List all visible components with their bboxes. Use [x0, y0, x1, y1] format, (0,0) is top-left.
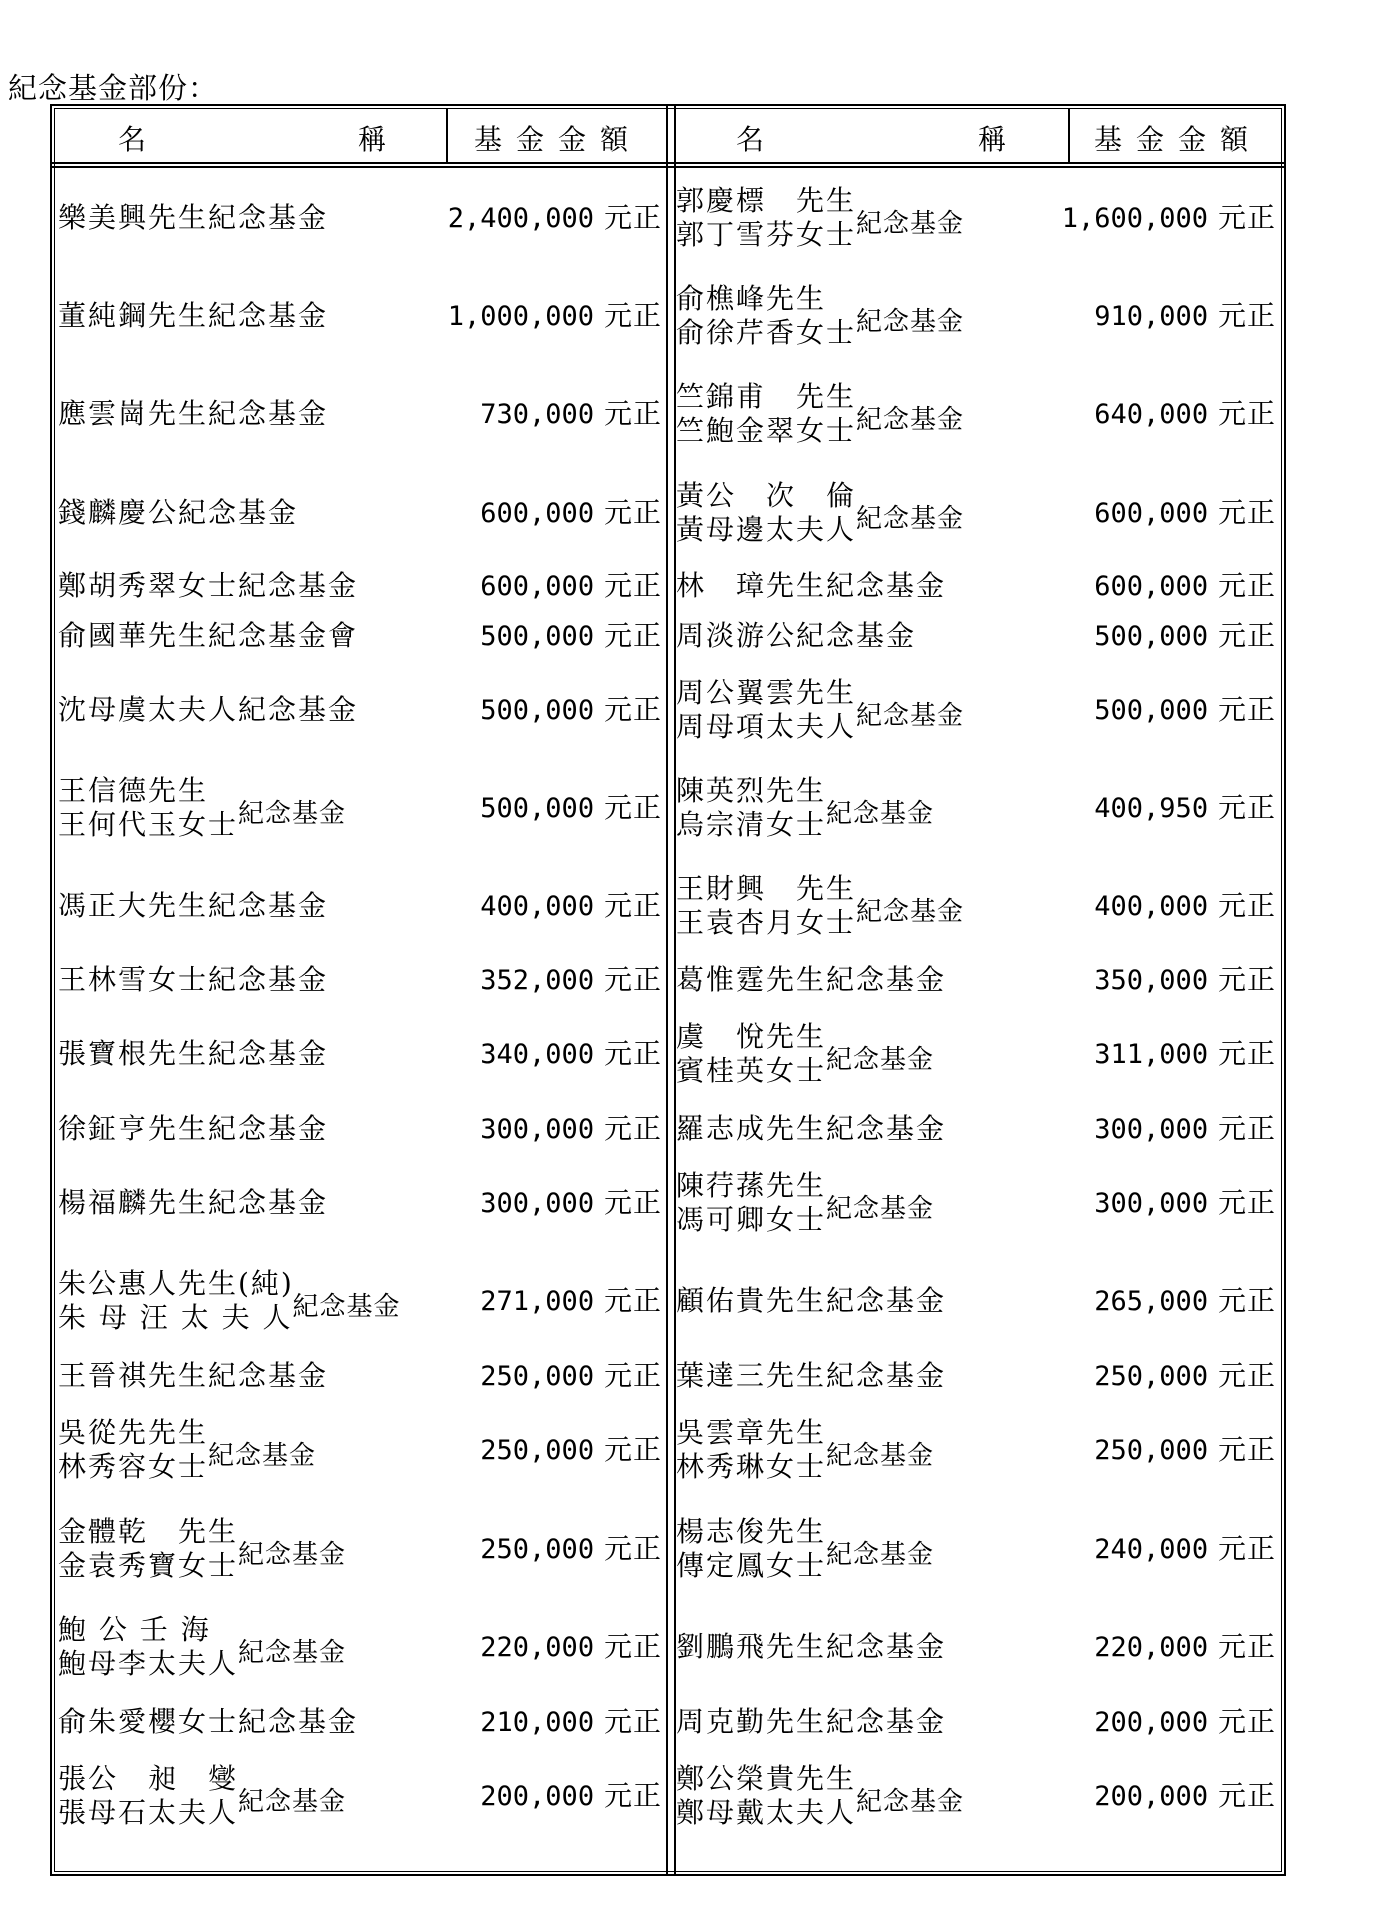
fund-name-right [676, 1705, 946, 1739]
fund-suffix: 紀念基金 [238, 569, 359, 602]
currency-suffix: 元正 [603, 1630, 662, 1663]
fund-name-right [676, 380, 964, 449]
fund-name-line: 王信德先生 [58, 774, 209, 807]
fund-name-line: 馮可卿女士紀念基金 [676, 1194, 935, 1236]
fund-name-line: 徐鉦亨先生紀念基金 [58, 1112, 329, 1145]
currency-suffix: 元正 [603, 963, 662, 996]
fund-amount-left [480, 1625, 662, 1665]
currency-suffix: 元正 [1217, 1359, 1276, 1392]
fund-name-line: 王林雪女士紀念基金 [58, 963, 329, 996]
fund-amount-right [1094, 1700, 1276, 1740]
fund-suffix: 紀念基金 [208, 963, 329, 996]
fund-name-right [676, 1416, 934, 1485]
fund-suffix: 紀念基金 [826, 1705, 947, 1738]
fund-name-line: 賓桂英女士紀念基金 [676, 1045, 935, 1087]
fund-suffix: 紀念基金 [292, 1292, 401, 1322]
currency-suffix: 元正 [603, 201, 662, 234]
fund-suffix: 紀念基金 [208, 1186, 329, 1219]
fund-name-line: 周淡游公紀念基金 [676, 619, 917, 652]
currency-suffix: 元正 [1217, 1532, 1276, 1565]
header-name-right-2: 稱 [978, 123, 1007, 156]
fund-suffix: 紀念基金 [826, 1630, 947, 1663]
fund-amount-left [480, 884, 662, 924]
fund-name-left [58, 1112, 328, 1146]
fund-name-line: 鄭母戴太夫人紀念基金 [676, 1787, 965, 1829]
fund-amount-right [1094, 786, 1276, 826]
currency-suffix: 元正 [1217, 1037, 1276, 1070]
amount-value: 500,000 [480, 695, 595, 726]
header-separator-right [1068, 108, 1070, 164]
fund-name-right [676, 872, 964, 941]
fund-name-line: 樂美興先生紀念基金 [58, 201, 329, 234]
amount-value: 500,000 [1094, 621, 1209, 652]
fund-name-right [676, 1284, 946, 1318]
fund-name-line: 林秀容女士紀念基金 [58, 1441, 317, 1483]
fund-suffix: 紀念基金 [208, 1441, 317, 1471]
amount-value: 210,000 [480, 1707, 595, 1738]
currency-suffix: 元正 [603, 619, 662, 652]
fund-name-line: 朱 母 汪 太 夫 人紀念基金 [58, 1292, 401, 1334]
fund-name-line: 沈母虞太夫人紀念基金 [58, 693, 359, 726]
fund-name-line: 金袁秀寶女士紀念基金 [58, 1540, 347, 1582]
fund-name-line: 錢麟慶公紀念基金 [58, 496, 299, 529]
header-separator-left [446, 108, 448, 164]
header-amount-right: 基金金額 [1094, 123, 1263, 156]
fund-amount-right [1094, 1428, 1276, 1468]
fund-suffix: 紀念基金 [238, 1705, 359, 1738]
fund-name-left [58, 299, 328, 333]
fund-name-line: 羅志成先生紀念基金 [676, 1112, 947, 1145]
amount-value: 500,000 [1094, 695, 1209, 726]
currency-suffix: 元正 [603, 889, 662, 922]
fund-name-line: 王何代玉女士紀念基金 [58, 799, 347, 841]
fund-name-right [676, 184, 964, 253]
currency-suffix: 元正 [1217, 496, 1276, 529]
fund-amount-left [480, 1428, 662, 1468]
amount-value: 265,000 [1094, 1286, 1209, 1317]
amount-value: 240,000 [1094, 1534, 1209, 1565]
amount-value: 640,000 [1094, 399, 1209, 430]
amount-value: 200,000 [480, 1781, 595, 1812]
fund-name-line: 葛惟霆先生紀念基金 [676, 963, 947, 996]
currency-suffix: 元正 [1217, 569, 1276, 602]
fund-name-right [676, 619, 916, 653]
fund-name-line: 鮑母李太夫人紀念基金 [58, 1638, 347, 1680]
fund-suffix: 紀念基金 [826, 1194, 935, 1224]
fund-amount-right [1094, 1181, 1276, 1221]
fund-name-line: 烏宗清女士紀念基金 [676, 799, 935, 841]
fund-suffix: 紀念基金 [826, 1359, 947, 1392]
section-title: 紀念基金部份： [8, 71, 219, 105]
fund-name-right [676, 1169, 934, 1238]
fund-suffix: 紀念基金 [238, 693, 359, 726]
amount-value: 600,000 [1094, 571, 1209, 602]
fund-name-right [676, 1630, 946, 1664]
fund-name-left [58, 889, 328, 923]
fund-amount-left [480, 1700, 662, 1740]
fund-name-line: 竺錦甫 先生 [676, 380, 857, 413]
fund-name-line: 顧佑貴先生紀念基金 [676, 1284, 947, 1317]
amount-value: 300,000 [1094, 1114, 1209, 1145]
amount-value: 200,000 [1094, 1707, 1209, 1738]
fund-name-line: 俞朱愛櫻女士紀念基金 [58, 1705, 359, 1738]
fund-amount-right [1094, 1279, 1276, 1319]
fund-suffix: 紀念基金 [826, 1045, 935, 1075]
currency-suffix: 元正 [1217, 619, 1276, 652]
fund-name-line: 張母石太夫人紀念基金 [58, 1787, 347, 1829]
fund-name-left [58, 1267, 401, 1336]
fund-name-line: 陳荇蓀先生 [676, 1169, 827, 1202]
fund-suffix: 紀念基金 [856, 701, 965, 731]
currency-suffix: 元正 [603, 1359, 662, 1392]
fund-amount-right [1094, 491, 1276, 531]
fund-name-right [676, 1359, 946, 1393]
fund-name-right [676, 1762, 964, 1831]
currency-suffix: 元正 [603, 569, 662, 602]
fund-amount-left [448, 196, 662, 236]
fund-suffix: 紀念基金 [238, 1540, 347, 1570]
header-name-left-2: 稱 [358, 123, 387, 156]
fund-name-left [58, 1705, 358, 1739]
fund-amount-right [1094, 1774, 1276, 1814]
fund-suffix: 紀念基金 [856, 307, 965, 337]
amount-value: 311,000 [1094, 1039, 1209, 1070]
fund-name-line: 吳從先先生 [58, 1416, 209, 1449]
currency-suffix: 元正 [603, 1284, 662, 1317]
fund-name-line: 楊志俊先生 [676, 1515, 827, 1548]
fund-name-right [676, 1112, 946, 1146]
currency-suffix: 元正 [603, 1705, 662, 1738]
fund-suffix: 紀念基金 [208, 1359, 329, 1392]
amount-value: 600,000 [480, 571, 595, 602]
fund-amount-right [1094, 294, 1276, 334]
fund-name-left [58, 1613, 346, 1682]
currency-suffix: 元正 [603, 1779, 662, 1812]
header-amount-left: 基金金額 [474, 123, 643, 156]
amount-value: 400,000 [480, 891, 595, 922]
fund-name-right [676, 1020, 934, 1089]
fund-name-line: 吳雲章先生 [676, 1416, 827, 1449]
fund-name-line: 林 璋先生紀念基金 [676, 569, 947, 602]
fund-name-line: 馮正大先生紀念基金 [58, 889, 329, 922]
fund-name-left [58, 1515, 346, 1584]
amount-value: 300,000 [480, 1114, 595, 1145]
fund-name-line: 林秀琳女士紀念基金 [676, 1441, 935, 1483]
fund-name-line: 郭慶標 先生 [676, 184, 857, 217]
fund-suffix: 紀念基金 [178, 496, 299, 529]
currency-suffix: 元正 [1217, 889, 1276, 922]
fund-name-line: 鄭胡秀翠女士紀念基金 [58, 569, 359, 602]
currency-suffix: 元正 [603, 1186, 662, 1219]
fund-suffix: 紀念基金 [826, 799, 935, 829]
fund-amount-right [1062, 196, 1276, 236]
fund-amount-right [1094, 614, 1276, 654]
fund-suffix: 紀念基金 [826, 1441, 935, 1471]
fund-name-line: 周公翼雲先生 [676, 676, 857, 709]
currency-suffix: 元正 [1217, 1112, 1276, 1145]
amount-value: 300,000 [1094, 1188, 1209, 1219]
currency-suffix: 元正 [603, 693, 662, 726]
fund-suffix: 紀念基金 [826, 963, 947, 996]
fund-name-line: 楊福麟先生紀念基金 [58, 1186, 329, 1219]
amount-value: 300,000 [480, 1188, 595, 1219]
header-name-left-1: 名 [118, 123, 147, 156]
amount-value: 352,000 [480, 965, 595, 996]
fund-name-left [58, 693, 358, 727]
fund-amount-left [448, 294, 662, 334]
fund-suffix: 紀念基金 [238, 799, 347, 829]
fund-amount-left [480, 1354, 662, 1394]
fund-amount-right [1094, 1625, 1276, 1665]
fund-name-right [676, 282, 964, 351]
fund-amount-left [480, 1774, 662, 1814]
fund-amount-left [480, 491, 662, 531]
fund-suffix: 紀念基金 [826, 1540, 935, 1570]
fund-name-right [676, 479, 964, 548]
amount-value: 250,000 [480, 1435, 595, 1466]
fund-name-left [58, 397, 328, 431]
currency-suffix: 元正 [1217, 397, 1276, 430]
fund-name-left [58, 1359, 328, 1393]
fund-name-left [58, 1762, 346, 1831]
fund-suffix: 紀念基金 [208, 1112, 329, 1145]
currency-suffix: 元正 [603, 397, 662, 430]
amount-value: 1,000,000 [447, 301, 595, 332]
fund-name-right [676, 1515, 934, 1584]
fund-name-line: 虞 悅先生 [676, 1020, 827, 1053]
fund-name-line: 王財興 先生 [676, 872, 857, 905]
fund-name-right [676, 774, 934, 843]
currency-suffix: 元正 [603, 1532, 662, 1565]
fund-amount-right [1094, 688, 1276, 728]
currency-suffix: 元正 [603, 1037, 662, 1070]
amount-value: 500,000 [480, 793, 595, 824]
fund-name-line: 王晉祺先生紀念基金 [58, 1359, 329, 1392]
fund-suffix: 紀念基金 [856, 1787, 965, 1817]
fund-amount-left [480, 958, 662, 998]
fund-amount-right [1094, 1354, 1276, 1394]
fund-amount-left [480, 688, 662, 728]
fund-suffix: 紀念基金 [208, 201, 329, 234]
fund-name-left [58, 1186, 328, 1220]
fund-amount-left [480, 1032, 662, 1072]
fund-name-line: 竺鮑金翠女士紀念基金 [676, 405, 965, 447]
amount-value: 600,000 [480, 498, 595, 529]
fund-suffix: 紀念基金 [826, 569, 947, 602]
fund-amount-right [1094, 1032, 1276, 1072]
fund-amount-right [1094, 958, 1276, 998]
currency-suffix: 元正 [1217, 963, 1276, 996]
currency-suffix: 元正 [1217, 1630, 1276, 1663]
fund-name-line: 黃母邊太夫人紀念基金 [676, 504, 965, 546]
fund-name-line: 黃公 次 倫 [676, 479, 857, 512]
amount-value: 730,000 [480, 399, 595, 430]
fund-amount-left [480, 392, 662, 432]
currency-suffix: 元正 [603, 299, 662, 332]
amount-value: 1,600,000 [1061, 203, 1209, 234]
amount-value: 250,000 [1094, 1361, 1209, 1392]
fund-amount-right [1094, 1107, 1276, 1147]
currency-suffix: 元正 [603, 1112, 662, 1145]
currency-suffix: 元正 [603, 496, 662, 529]
amount-value: 400,950 [1094, 793, 1209, 824]
header-name-right-1: 名 [736, 123, 765, 156]
fund-amount-right [1094, 392, 1276, 432]
currency-suffix: 元正 [1217, 1284, 1276, 1317]
fund-amount-right [1094, 1527, 1276, 1567]
fund-amount-right [1094, 564, 1276, 604]
amount-value: 271,000 [480, 1286, 595, 1317]
fund-name-left [58, 1416, 316, 1485]
amount-value: 200,000 [1094, 1781, 1209, 1812]
fund-suffix: 紀念基金 [238, 1787, 347, 1817]
header-rule [50, 162, 1286, 168]
amount-value: 500,000 [480, 621, 595, 652]
fund-name-right [676, 569, 946, 603]
amount-value: 600,000 [1094, 498, 1209, 529]
amount-value: 250,000 [480, 1361, 595, 1392]
fund-name-line: 周母項太夫人紀念基金 [676, 701, 965, 743]
fund-name-line: 王袁杏月女士紀念基金 [676, 897, 965, 939]
fund-amount-left [480, 614, 662, 654]
fund-name-line: 傳定鳳女士紀念基金 [676, 1540, 935, 1582]
fund-name-right [676, 676, 964, 745]
currency-suffix: 元正 [603, 1433, 662, 1466]
fund-amount-left [480, 1107, 662, 1147]
currency-suffix: 元正 [1217, 1433, 1276, 1466]
amount-value: 250,000 [480, 1534, 595, 1565]
amount-value: 220,000 [480, 1632, 595, 1663]
fund-amount-left [480, 1181, 662, 1221]
fund-suffix: 紀念基金 [826, 1284, 947, 1317]
fund-name-line: 劉鵬飛先生紀念基金 [676, 1630, 947, 1663]
amount-value: 220,000 [1094, 1632, 1209, 1663]
fund-suffix: 紀念基金 [208, 299, 329, 332]
currency-suffix: 元正 [603, 791, 662, 824]
fund-name-line: 俞樵峰先生 [676, 282, 827, 315]
fund-suffix: 紀念基金 [856, 897, 965, 927]
fund-suffix: 紀念基金 [826, 1112, 947, 1145]
fund-name-left [58, 201, 328, 235]
amount-value: 340,000 [480, 1039, 595, 1070]
fund-name-right [676, 963, 946, 997]
fund-name-line: 張公 昶 燮 [58, 1762, 239, 1795]
fund-name-left [58, 774, 346, 843]
currency-suffix: 元正 [1217, 299, 1276, 332]
fund-suffix: 紀念基金 [856, 209, 965, 239]
fund-amount-left [480, 1279, 662, 1319]
currency-suffix: 元正 [1217, 791, 1276, 824]
fund-name-left [58, 569, 358, 603]
fund-suffix: 紀念基金 [208, 397, 329, 430]
fund-name-left [58, 1037, 328, 1071]
fund-name-line: 陳英烈先生 [676, 774, 827, 807]
fund-name-line: 張寶根先生紀念基金 [58, 1037, 329, 1070]
column-divider [666, 104, 676, 1876]
fund-name-line: 董純鋼先生紀念基金 [58, 299, 329, 332]
amount-value: 400,000 [1094, 891, 1209, 922]
fund-name-left [58, 963, 328, 997]
fund-amount-left [480, 786, 662, 826]
currency-suffix: 元正 [1217, 201, 1276, 234]
fund-suffix: 紀念基金 [208, 889, 329, 922]
amount-value: 910,000 [1094, 301, 1209, 332]
fund-suffix: 紀念基金 [856, 405, 965, 435]
fund-name-line: 應雲崗先生紀念基金 [58, 397, 329, 430]
fund-name-line: 葉達三先生紀念基金 [676, 1359, 947, 1392]
fund-name-line: 鮑 公 壬 海 [58, 1613, 211, 1646]
currency-suffix: 元正 [1217, 693, 1276, 726]
fund-suffix: 紀念基金 [856, 504, 965, 534]
amount-value: 250,000 [1094, 1435, 1209, 1466]
fund-suffix: 紀念基金 [238, 1638, 347, 1668]
amount-value: 2,400,000 [447, 203, 595, 234]
fund-suffix: 紀念基金會 [208, 619, 359, 652]
fund-name-line: 朱公惠人先生(純) [58, 1267, 294, 1300]
fund-name-line: 周克勤先生紀念基金 [676, 1705, 947, 1738]
fund-name-line: 俞國華先生紀念基金會 [58, 619, 359, 652]
fund-name-left [58, 496, 298, 530]
amount-value: 350,000 [1094, 965, 1209, 996]
fund-suffix: 紀念基金 [208, 1037, 329, 1070]
fund-name-line: 鄭公榮貴先生 [676, 1762, 857, 1795]
currency-suffix: 元正 [1217, 1779, 1276, 1812]
fund-name-line: 郭丁雪芬女士紀念基金 [676, 209, 965, 251]
fund-name-left [58, 619, 358, 653]
fund-name-line: 俞徐芹香女士紀念基金 [676, 307, 965, 349]
currency-suffix: 元正 [1217, 1186, 1276, 1219]
fund-name-line: 金體乾 先生 [58, 1515, 239, 1548]
fund-amount-right [1094, 884, 1276, 924]
currency-suffix: 元正 [1217, 1705, 1276, 1738]
fund-amount-left [480, 1527, 662, 1567]
fund-suffix: 紀念基金 [796, 619, 917, 652]
fund-amount-left [480, 564, 662, 604]
